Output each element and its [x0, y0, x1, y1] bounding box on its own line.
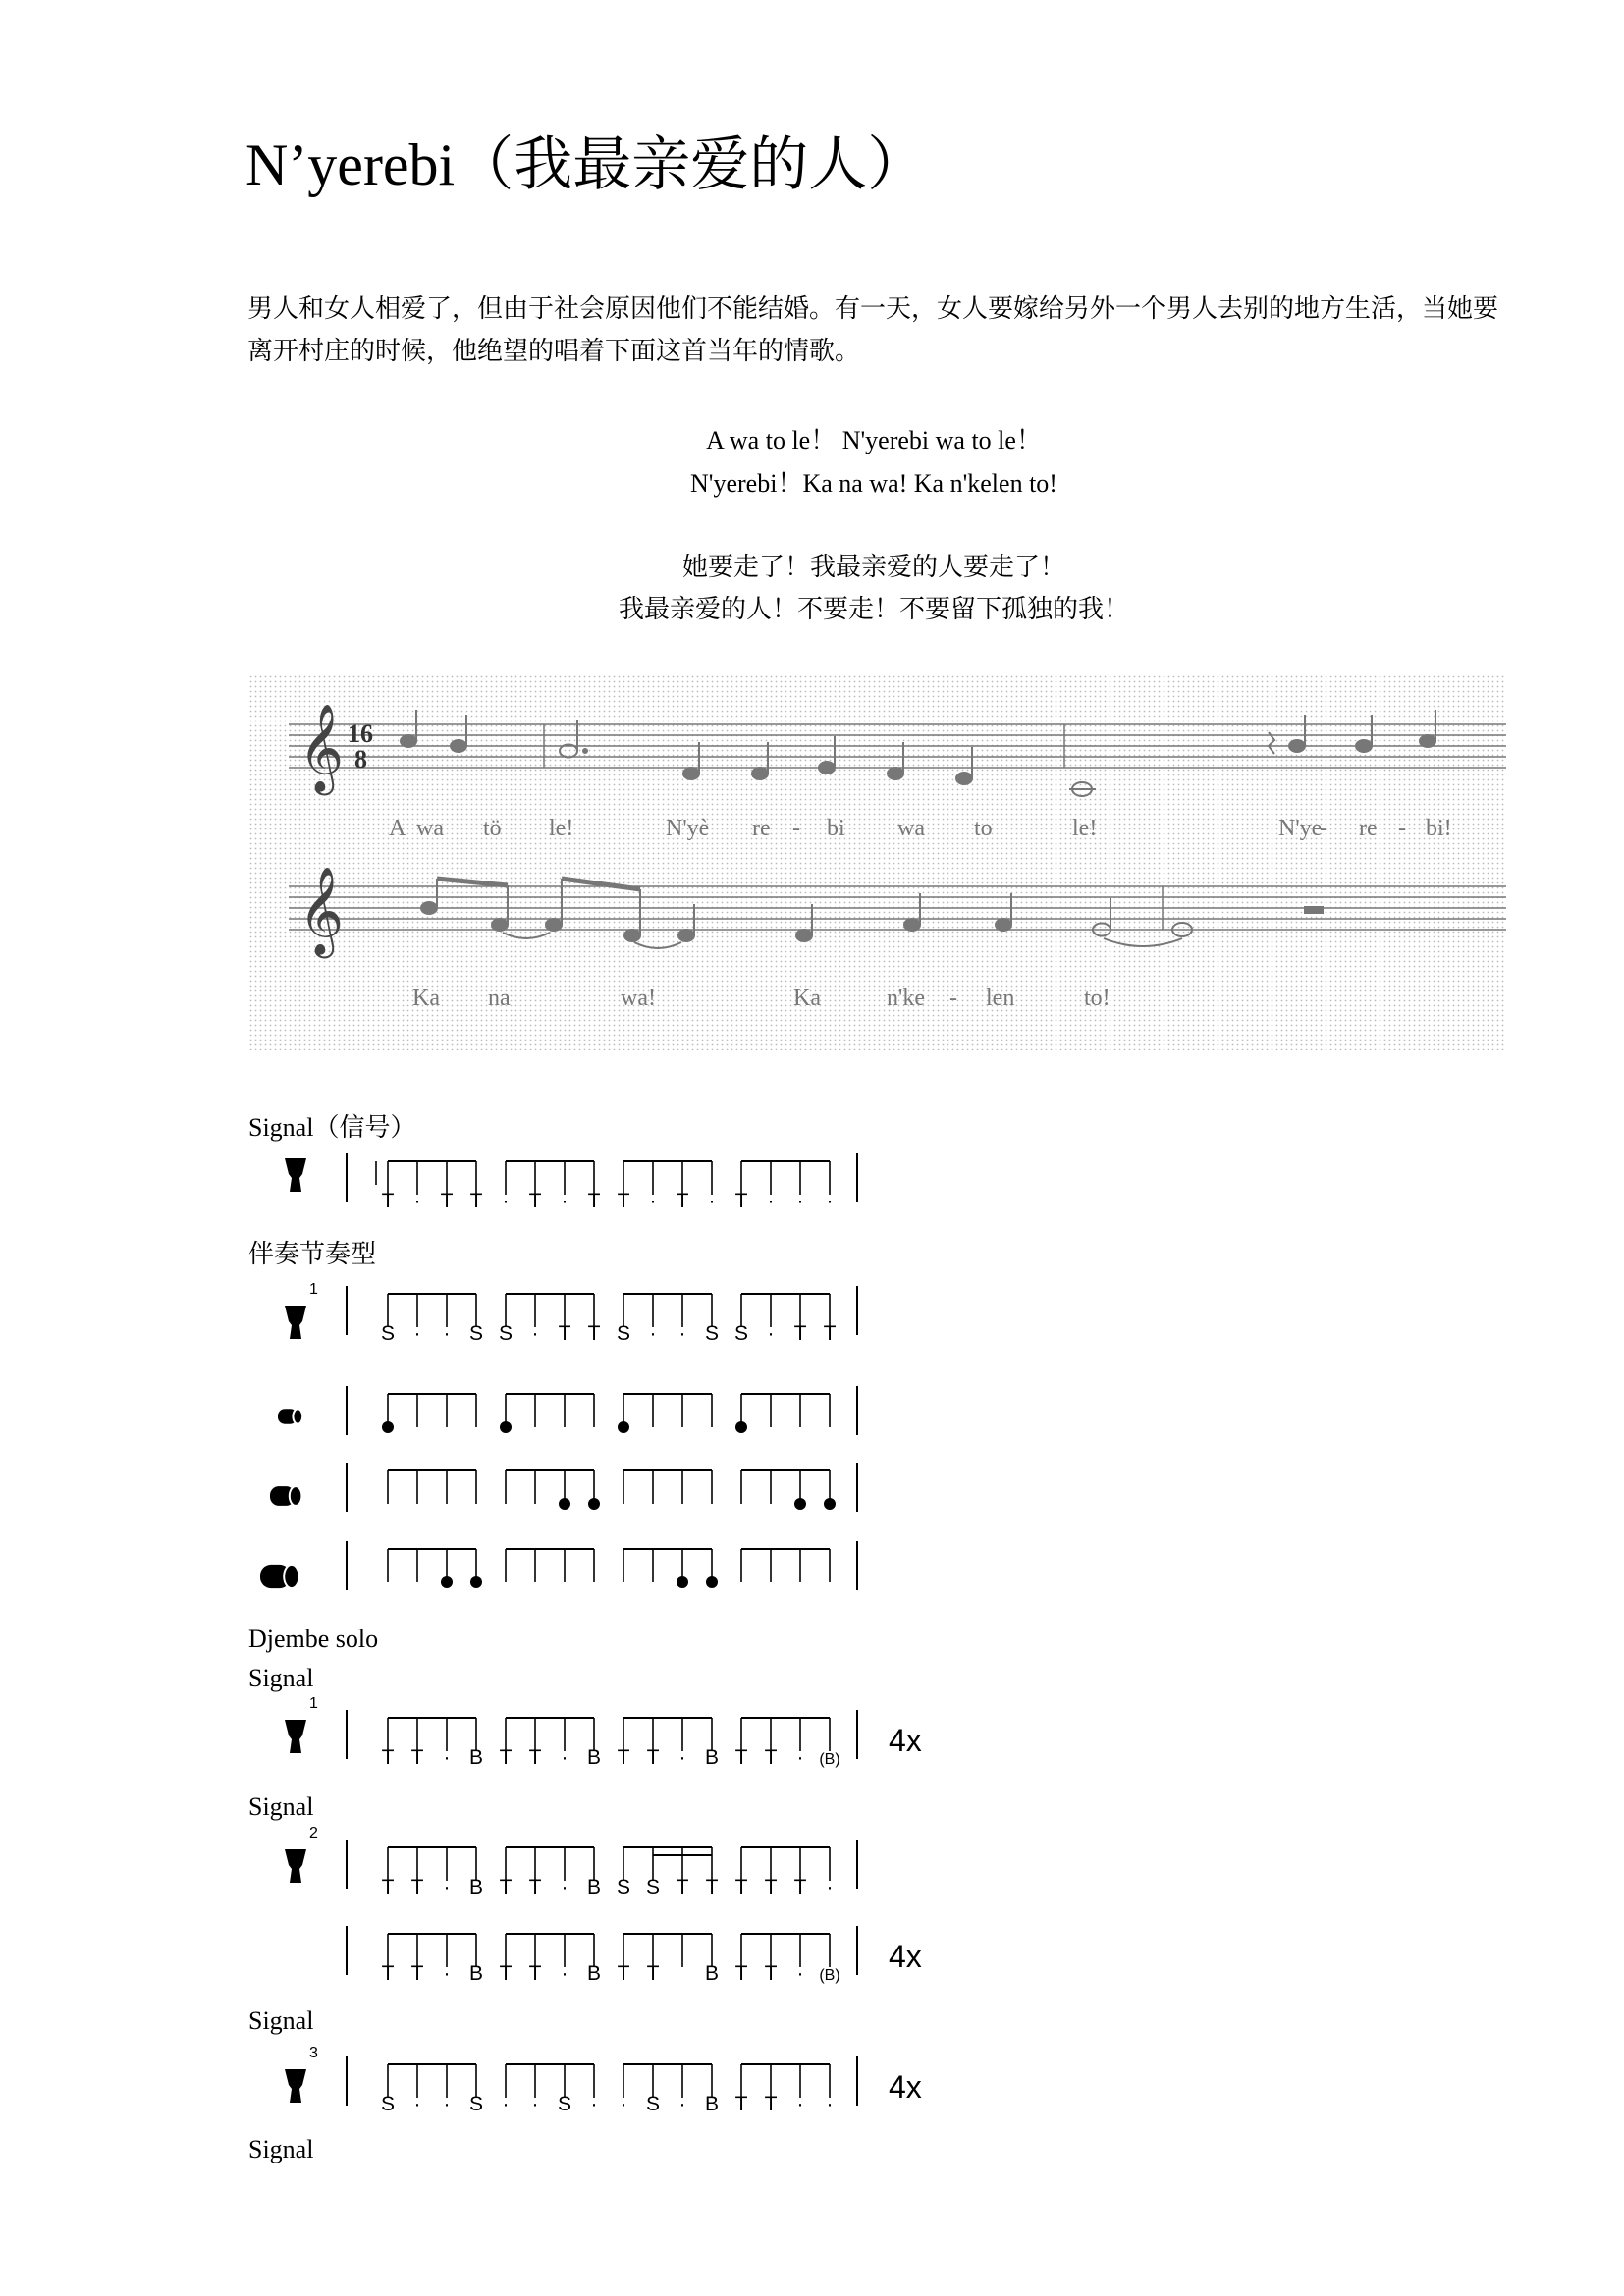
stroke-symbol: T	[587, 1322, 601, 1345]
stroke-symbol: ·	[531, 2093, 539, 2115]
signal-label-2: Signal	[248, 1792, 314, 1821]
repeat-count: 4x	[889, 1939, 922, 1974]
stroke-symbol: ·	[708, 1190, 716, 1212]
stroke-symbol: S	[468, 1322, 484, 1345]
syllable: Ka	[793, 986, 821, 1011]
repeat-count: 4x	[889, 1723, 922, 1758]
djembe-icon	[285, 1720, 306, 1753]
stroke-symbol: ·	[502, 1190, 510, 1212]
stroke-symbol: T	[617, 1962, 630, 1985]
syllable: wa!	[621, 986, 656, 1011]
stroke-symbol: S	[616, 1876, 631, 1898]
drum-hit	[618, 1421, 629, 1433]
repeat-count: 4x	[889, 2069, 922, 2105]
stroke-symbol: S	[733, 1322, 749, 1345]
time-signature-top: 16	[348, 720, 373, 748]
stroke-symbol: B	[586, 1876, 602, 1898]
stroke-symbol: T	[764, 2093, 778, 2115]
stroke-symbol: T	[381, 1190, 395, 1212]
stroke-symbol: ·	[443, 1322, 451, 1345]
stroke-symbol: ·	[649, 1190, 657, 1212]
stroke-symbol: ·	[413, 1322, 421, 1345]
stroke-symbol: T	[734, 1746, 748, 1769]
syllable: bi!	[1426, 816, 1452, 841]
stroke-symbol: ·	[443, 2093, 451, 2115]
stroke-symbol: ·	[796, 1190, 804, 1212]
stroke-symbol: T	[734, 1876, 748, 1898]
stroke-symbol: T	[528, 1746, 542, 1769]
stroke-symbol: T	[764, 1876, 778, 1898]
stroke-symbol: ·	[561, 1190, 568, 1212]
drum-hit	[794, 1498, 806, 1510]
syllable: N'yè	[666, 816, 710, 841]
stroke-symbol: T	[410, 1746, 424, 1769]
stroke-symbol: T	[676, 1876, 689, 1898]
stroke-symbol: T	[469, 1190, 483, 1212]
stroke-symbol: B	[468, 1746, 484, 1769]
stroke-symbol: T	[617, 1746, 630, 1769]
stroke-symbol: ·	[561, 1962, 568, 1985]
stroke-symbol: ·	[678, 1746, 686, 1769]
lyric-translation-2: 我最亲爱的人！不要走！不要留下孤独的我！	[618, 595, 1129, 624]
time-signature-bottom: 8	[354, 745, 367, 774]
syllable: N'ye	[1278, 816, 1323, 841]
djembe-icon	[285, 1158, 306, 1192]
stroke-symbol: T	[793, 1322, 807, 1345]
drum-hit	[735, 1421, 747, 1433]
stroke-symbol: T	[381, 1746, 395, 1769]
stroke-symbol: T	[705, 1876, 719, 1898]
drum-hit	[824, 1498, 836, 1510]
stroke-symbol: ·	[620, 2093, 627, 2115]
stroke-symbol: B	[586, 1746, 602, 1769]
syllable: to	[974, 816, 993, 841]
part-number: 1	[309, 1281, 318, 1298]
djembe-icon	[285, 1306, 306, 1339]
stroke-symbol: T	[646, 1746, 660, 1769]
syllable: re	[752, 816, 771, 841]
stroke-symbol: ·	[649, 1322, 657, 1345]
stroke-symbol: T	[410, 1962, 424, 1985]
stroke-symbol: T	[764, 1962, 778, 1985]
syllable: -	[792, 816, 800, 841]
drum-hit	[706, 1576, 718, 1588]
syllable: wa	[897, 816, 925, 841]
stroke-symbol: ·	[561, 1746, 568, 1769]
drum-hit	[470, 1576, 482, 1588]
stroke-symbol: B	[704, 1962, 720, 1985]
stroke-symbol: T	[381, 1876, 395, 1898]
stroke-symbol: S	[468, 2093, 484, 2115]
stroke-symbol: B	[704, 2093, 720, 2115]
part-number: 3	[309, 2045, 318, 2061]
syllable: A	[389, 816, 406, 841]
stroke-symbol: ·	[443, 1962, 451, 1985]
stroke-symbol: T	[499, 1746, 513, 1769]
stroke-symbol: ·	[413, 1190, 421, 1212]
stroke-symbol: S	[616, 1322, 631, 1345]
syllable: wa	[416, 816, 444, 841]
syllable: -	[1320, 816, 1327, 841]
syllable: Ka	[412, 986, 440, 1011]
drum-hit	[559, 1498, 570, 1510]
drum-hit	[677, 1576, 688, 1588]
stroke-symbol: T	[528, 1962, 542, 1985]
syllable: -	[1398, 816, 1406, 841]
stroke-symbol: S	[645, 1876, 661, 1898]
syllable: bi	[827, 816, 845, 841]
stroke-symbol: ·	[767, 1322, 775, 1345]
sangban-icon	[270, 1486, 301, 1506]
stroke-symbol: ·	[443, 1746, 451, 1769]
kenkeni-icon	[278, 1409, 302, 1423]
stroke-symbol: ·	[796, 1962, 804, 1985]
stroke-symbol: B	[704, 1746, 720, 1769]
stroke-symbol: T	[528, 1190, 542, 1212]
stroke-symbol: ·	[502, 2093, 510, 2115]
djembe-icon	[285, 2069, 306, 2103]
stroke-symbol: T	[499, 1962, 513, 1985]
stroke-symbol: T	[440, 1190, 454, 1212]
stroke-symbol: ·	[413, 2093, 421, 2115]
stroke-symbol: T	[734, 1962, 748, 1985]
dundunba-icon	[260, 1565, 299, 1588]
signal-label-4: Signal	[248, 2135, 314, 2163]
part-number: 1	[309, 1695, 318, 1712]
stroke-symbol: S	[380, 1322, 396, 1345]
stroke-symbol: T	[676, 1190, 689, 1212]
page-title: N’yerebi（我最亲爱的人）	[245, 133, 927, 197]
stroke-symbol: T	[410, 1876, 424, 1898]
syllable: le!	[549, 816, 574, 841]
syllable: -	[949, 986, 957, 1011]
syllable: le!	[1072, 816, 1098, 841]
stroke-symbol: ·	[531, 1322, 539, 1345]
syllable: n'ke	[887, 986, 925, 1011]
drum-hit	[500, 1421, 512, 1433]
djembe-solo-heading: Djembe solo	[248, 1625, 379, 1653]
stroke-symbol: ·	[826, 1190, 834, 1212]
syllable: na	[488, 986, 511, 1011]
stroke-symbol: T	[646, 1962, 660, 1985]
stroke-symbol: T	[528, 1876, 542, 1898]
drum-hit	[588, 1498, 600, 1510]
signal-label-3: Signal	[248, 2006, 314, 2035]
drum-hit	[441, 1576, 453, 1588]
stroke-symbol: B	[468, 1876, 484, 1898]
syllable: tö	[483, 816, 502, 841]
stroke-symbol: ·	[767, 1190, 775, 1212]
stroke-symbol: B	[468, 1962, 484, 1985]
accompaniment-heading: 伴奏节奏型	[248, 1240, 377, 1268]
stroke-symbol: T	[499, 1876, 513, 1898]
stroke-symbol: T	[823, 1322, 837, 1345]
stroke-symbol: ·	[678, 2093, 686, 2115]
lyric-line-1: A wa to le！ N'yerebi wa to le！	[706, 426, 1042, 454]
syllable: to!	[1084, 986, 1110, 1011]
stroke-symbol: ·	[796, 1746, 804, 1769]
stroke-symbol: T	[793, 1876, 807, 1898]
stroke-symbol: (B)	[819, 1967, 840, 1984]
stroke-symbol: ·	[561, 1876, 568, 1898]
stroke-symbol: ·	[678, 1322, 686, 1345]
stroke-symbol: S	[557, 2093, 572, 2115]
stroke-symbol: (B)	[819, 1751, 840, 1768]
signal-label-1: Signal	[248, 1664, 314, 1692]
lyric-line-2: N'yerebi！Ka na wa! Ka n'kelen to!	[690, 469, 1057, 498]
lyric-translation-1: 她要走了！我最亲爱的人要走了！	[681, 553, 1065, 582]
part-number: 2	[309, 1825, 318, 1842]
stroke-symbol: S	[645, 2093, 661, 2115]
stroke-symbol: T	[558, 1322, 571, 1345]
stroke-symbol: T	[381, 1962, 395, 1985]
syllable: len	[986, 986, 1015, 1011]
stroke-symbol: T	[617, 1190, 630, 1212]
stroke-symbol: T	[734, 2093, 748, 2115]
djembe-icon	[285, 1849, 306, 1883]
treble-clef-icon: 𝄞	[298, 867, 345, 955]
drum-hit	[382, 1421, 394, 1433]
stroke-symbol: S	[380, 2093, 396, 2115]
stroke-symbol: ·	[796, 2093, 804, 2115]
stroke-symbol: S	[498, 1322, 514, 1345]
treble-clef-icon: 𝄞	[298, 704, 345, 792]
stroke-symbol: ·	[826, 1876, 834, 1898]
intro-paragraph: 男人和女人相爱了，但由于社会原因他们不能结婚。有一天，女人要嫁给另外一个男人去别的地方生活，当她要离开村庄的时候，他绝望的唱着下面这首当年的情歌。	[247, 294, 1499, 366]
stroke-symbol: B	[586, 1962, 602, 1985]
stroke-symbol: S	[704, 1322, 720, 1345]
stroke-symbol: T	[764, 1746, 778, 1769]
stroke-symbol: ·	[826, 2093, 834, 2115]
stroke-symbol: T	[734, 1190, 748, 1212]
stroke-symbol: T	[587, 1190, 601, 1212]
signal-heading: Signal（信号）	[248, 1113, 416, 1142]
syllable: re	[1359, 816, 1378, 841]
stroke-symbol: ·	[443, 1876, 451, 1898]
stroke-symbol: ·	[590, 2093, 598, 2115]
